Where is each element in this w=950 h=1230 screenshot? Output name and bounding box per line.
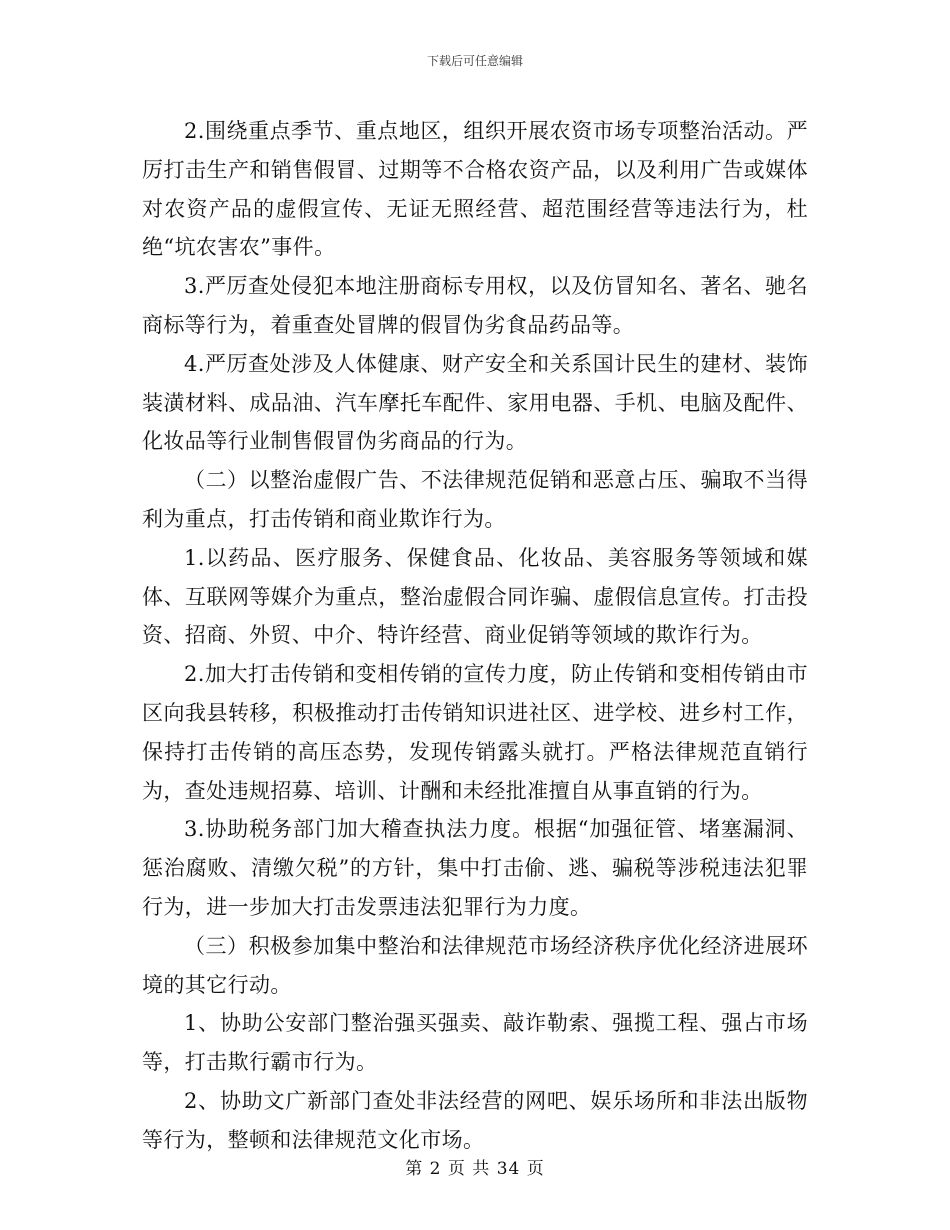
section-heading-2: （二）以整治虚假广告、不法律规范促销和恶意占压、骗取不当得利为重点，打击传销和商业欺诈行为。 [142, 468, 808, 531]
paragraph-item-4-counterfeit-goods: 4.严厉查处涉及人体健康、财产安全和关系国计民生的建材、装饰装潢材料、成品油、汽车摩托车配件、家用电器、手机、电脑及配件、化妆品等行业制售假冒伪劣商品的行为。 [142, 351, 808, 454]
page-header: 下载后可任意编辑 [426, 54, 523, 68]
paragraph-item-2-farm-supplies: 2.围绕重点季节、重点地区，组织开展农资市场专项整治活动。严厉打击生产和销售假冒、过期等不合格农资产品，以及利用广告或媒体对农资产品的虚假宣传、无证无照经营、超范围经营等违法行为，杜绝“坑农害农”事件。 [142, 119, 808, 260]
paragraph-item-1-fraud: 1.以药品、医疗服务、保健食品、化妆品、美容服务等领域和媒体、互联网等媒介为重点，整治虚假合同诈骗、虚假信息宣传。打击投资、招商、外贸、中介、特许经营、商业促销等领域的欺诈行为。 [142, 545, 808, 648]
section-heading-3: （三）积极参加集中整治和法律规范市场经济秩序优化经济进展环境的其它行动。 [142, 933, 808, 997]
paragraph-item-3-trademark: 3.严厉查处侵犯本地注册商标专用权，以及仿冒知名、著名、驰名商标等行为，着重查处冒牌的假冒伪劣食品药品等。 [142, 274, 808, 337]
paragraph-item-2-culture-market: 2、协助文广新部门查处非法经营的网吧、娱乐场所和非法出版物等行为，整顿和法律规范文化市场。 [142, 1088, 808, 1152]
paragraph-item-2-pyramid-selling: 2.加大打击传销和变相传销的宣传力度，防止传销和变相传销由市区向我县转移，积极推动打击传销知识进社区、进学校、进乡村工作，保持打击传销的高压态势，发现传销露头就打。严格法律规范直销行为，查处违规招募、培训、计酬和未经批准擅自从事直销的行为。 [142, 662, 808, 803]
paragraph-item-1-police: 1、协助公安部门整治强买强卖、敲诈勒索、强揽工程、强占市场等，打击欺行霸市行为。 [142, 1011, 808, 1075]
document-body [142, 112, 808, 1160]
page-number-footer: 第 2 页 共 34 页 [405, 1159, 545, 1179]
paragraph-item-3-tax: 3.协助税务部门加大稽查执法力度。根据“加强征管、堵塞漏洞、惩治腐败、清缴欠税”的方针，集中打击偷、逃、骗税等涉税违法犯罪行为，进一步加大打击发票违法犯罪行为力度。 [142, 817, 808, 919]
